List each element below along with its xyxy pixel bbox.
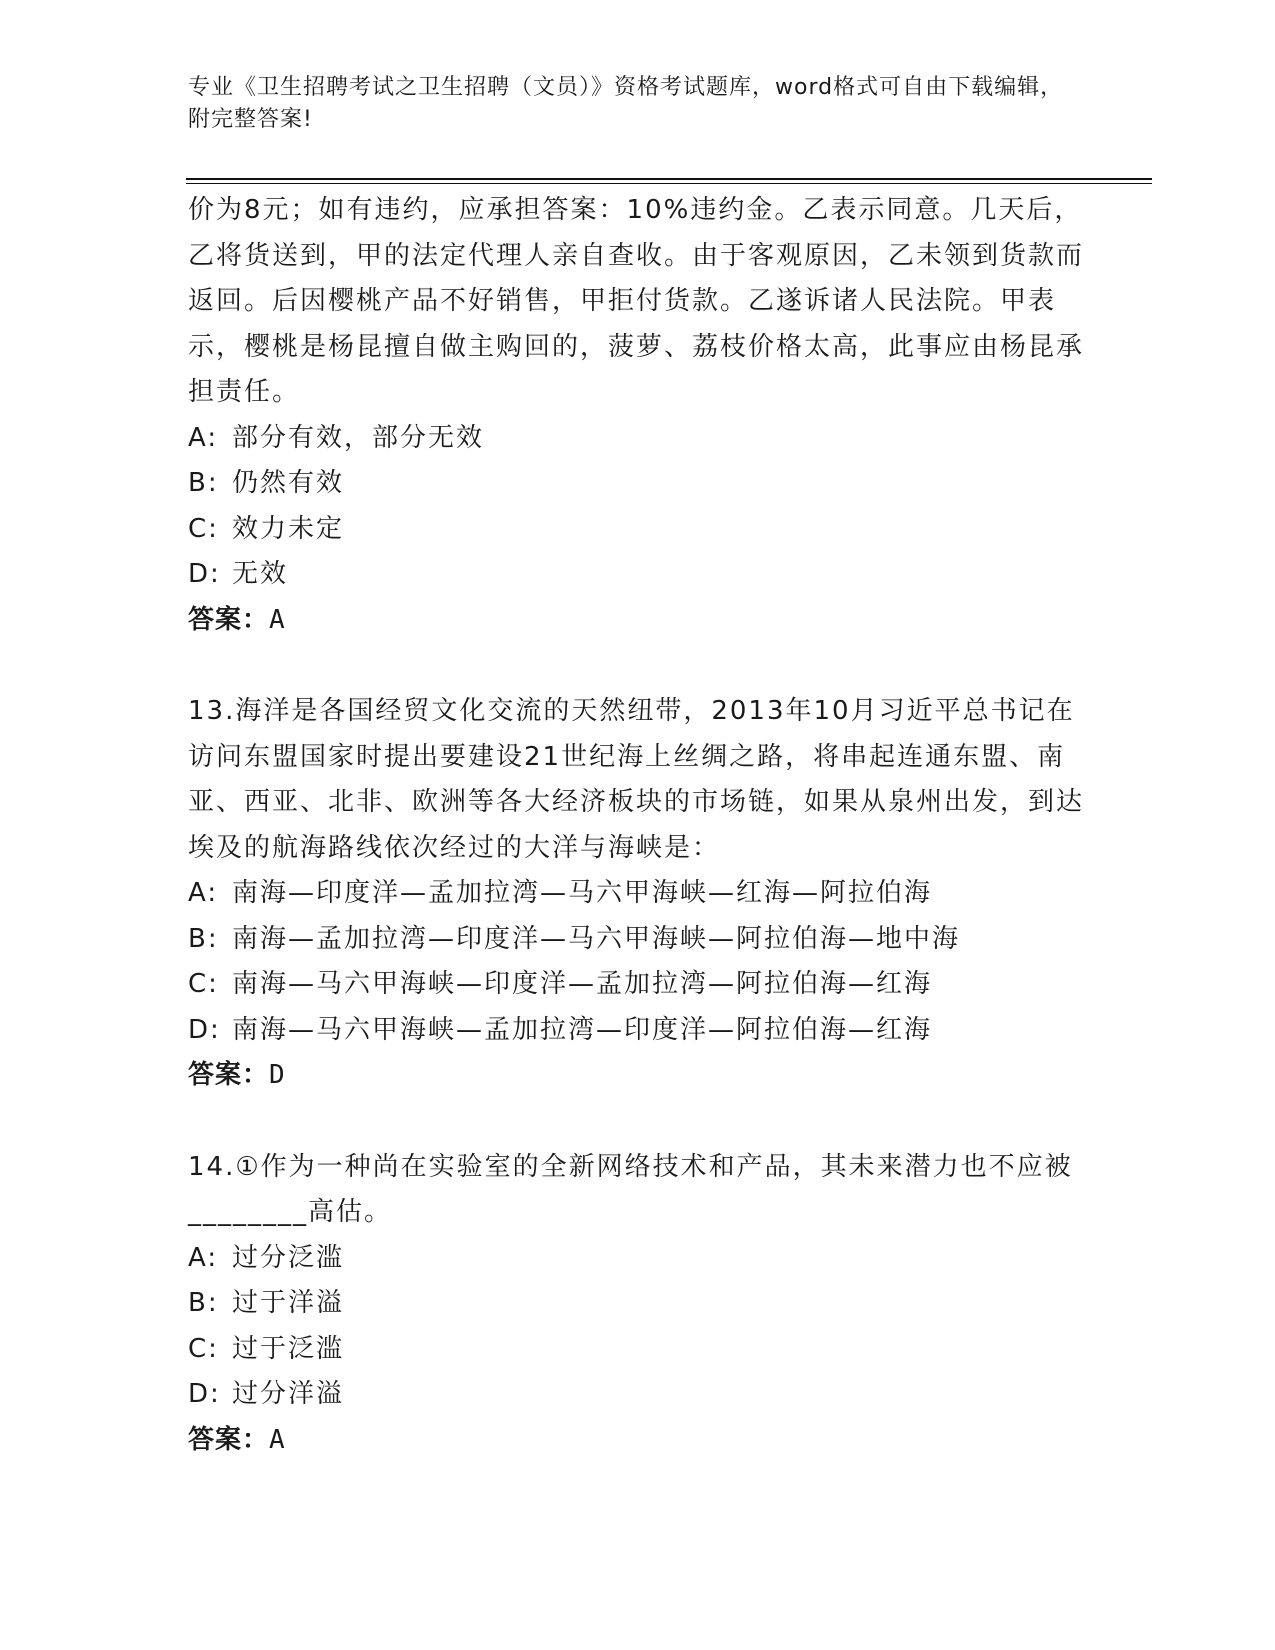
question-12-option-a xyxy=(188,416,1088,462)
option-key: A: xyxy=(188,1242,219,1273)
option-text: 部分有效，部分无效 xyxy=(232,422,485,453)
option-key: D: xyxy=(188,1379,221,1409)
question-14-option-b xyxy=(188,1281,1088,1327)
option-text: 过于泛滥 xyxy=(232,1333,345,1364)
option-text: 无效 xyxy=(232,559,289,589)
question-14-option-a xyxy=(188,1236,1088,1282)
answer-value: A xyxy=(269,1424,286,1455)
option-key: D: xyxy=(188,1014,221,1045)
question-13-option-d xyxy=(188,1008,1088,1054)
question-12-answer xyxy=(188,598,1088,644)
question-12 xyxy=(188,188,1088,643)
spacer xyxy=(188,1099,1088,1145)
option-key: B: xyxy=(188,1288,219,1318)
question-13 xyxy=(188,689,1088,1099)
option-key: A: xyxy=(188,878,219,908)
header-rule-thick xyxy=(186,178,1152,180)
answer-label: 答案： xyxy=(188,604,270,635)
option-key: D: xyxy=(188,559,221,589)
question-14-option-c xyxy=(188,1327,1088,1373)
answer-value: D xyxy=(269,1060,286,1090)
document-body xyxy=(188,188,1088,1463)
option-key: C: xyxy=(188,969,219,999)
spacer xyxy=(188,643,1088,689)
question-13-text: 13.海洋是各国经贸文化交流的天然纽带，2013年10月习近平总书记在访问东盟国家时提出要建设21世纪海上丝绸之路，将串起连通东盟、南亚、西亚、北非、欧洲等各大经济板块的市场链，如果从泉州出发，到达埃及的航海路线依次经过的大洋与海峡是： xyxy=(188,696,1085,863)
option-text: 过于洋溢 xyxy=(232,1288,345,1318)
option-text: 过分泛滥 xyxy=(232,1242,345,1273)
option-text: 仍然有效 xyxy=(232,468,345,498)
question-14-option-d xyxy=(188,1372,1088,1418)
question-12-text: 价为8元；如有违约，应承担答案：10%违约金。乙表示同意。几天后，乙将货送到，甲的法定代理人亲自查收。由于客观原因，乙未领到货款而返回。后因樱桃产品不好销售，甲拒付货款。乙遂诉诸人民法院。甲表示，樱桃是杨昆擅自做主购回的，菠萝、荔枝价格太高，此事应由杨昆承担责任。 xyxy=(188,195,1085,407)
question-12-option-b xyxy=(188,461,1088,507)
answer-label: 答案： xyxy=(188,1060,270,1090)
question-13-option-c xyxy=(188,962,1088,1008)
option-key: C: xyxy=(188,1333,219,1364)
answer-value: A xyxy=(269,604,286,635)
option-key: C: xyxy=(188,513,219,544)
option-text: 南海—孟加拉湾—印度洋—马六甲海峡—阿拉伯海—地中海 xyxy=(232,923,961,954)
option-text: 南海—印度洋—孟加拉湾—马六甲海峡—红海—阿拉伯海 xyxy=(232,878,933,908)
option-key: B: xyxy=(188,923,219,954)
option-key: A: xyxy=(188,422,219,453)
option-text: 南海—马六甲海峡—印度洋—孟加拉湾—阿拉伯海—红海 xyxy=(232,969,933,999)
header-rule-thin xyxy=(186,183,1152,184)
option-text: 过分洋溢 xyxy=(232,1379,345,1409)
question-13-option-a xyxy=(188,871,1088,917)
question-12-option-d xyxy=(188,552,1088,598)
option-text: 效力未定 xyxy=(232,513,345,544)
option-text: 南海—马六甲海峡—孟加拉湾—印度洋—阿拉伯海—红海 xyxy=(232,1014,933,1045)
question-13-option-b xyxy=(188,917,1088,963)
answer-label: 答案： xyxy=(188,1424,270,1455)
document-header: 专业《卫生招聘考试之卫生招聘（文员）》资格考试题库，word格式可自由下载编辑，附完整答案! xyxy=(188,75,1064,132)
question-14-answer xyxy=(188,1418,1088,1464)
question-14-text: 14.①作为一种尚在实验室的全新网络技术和产品，其未来潜力也不应被________高估。 xyxy=(188,1151,1073,1227)
option-key: B: xyxy=(188,468,219,498)
question-12-option-c xyxy=(188,507,1088,553)
question-13-answer xyxy=(188,1053,1088,1099)
question-14 xyxy=(188,1145,1088,1464)
